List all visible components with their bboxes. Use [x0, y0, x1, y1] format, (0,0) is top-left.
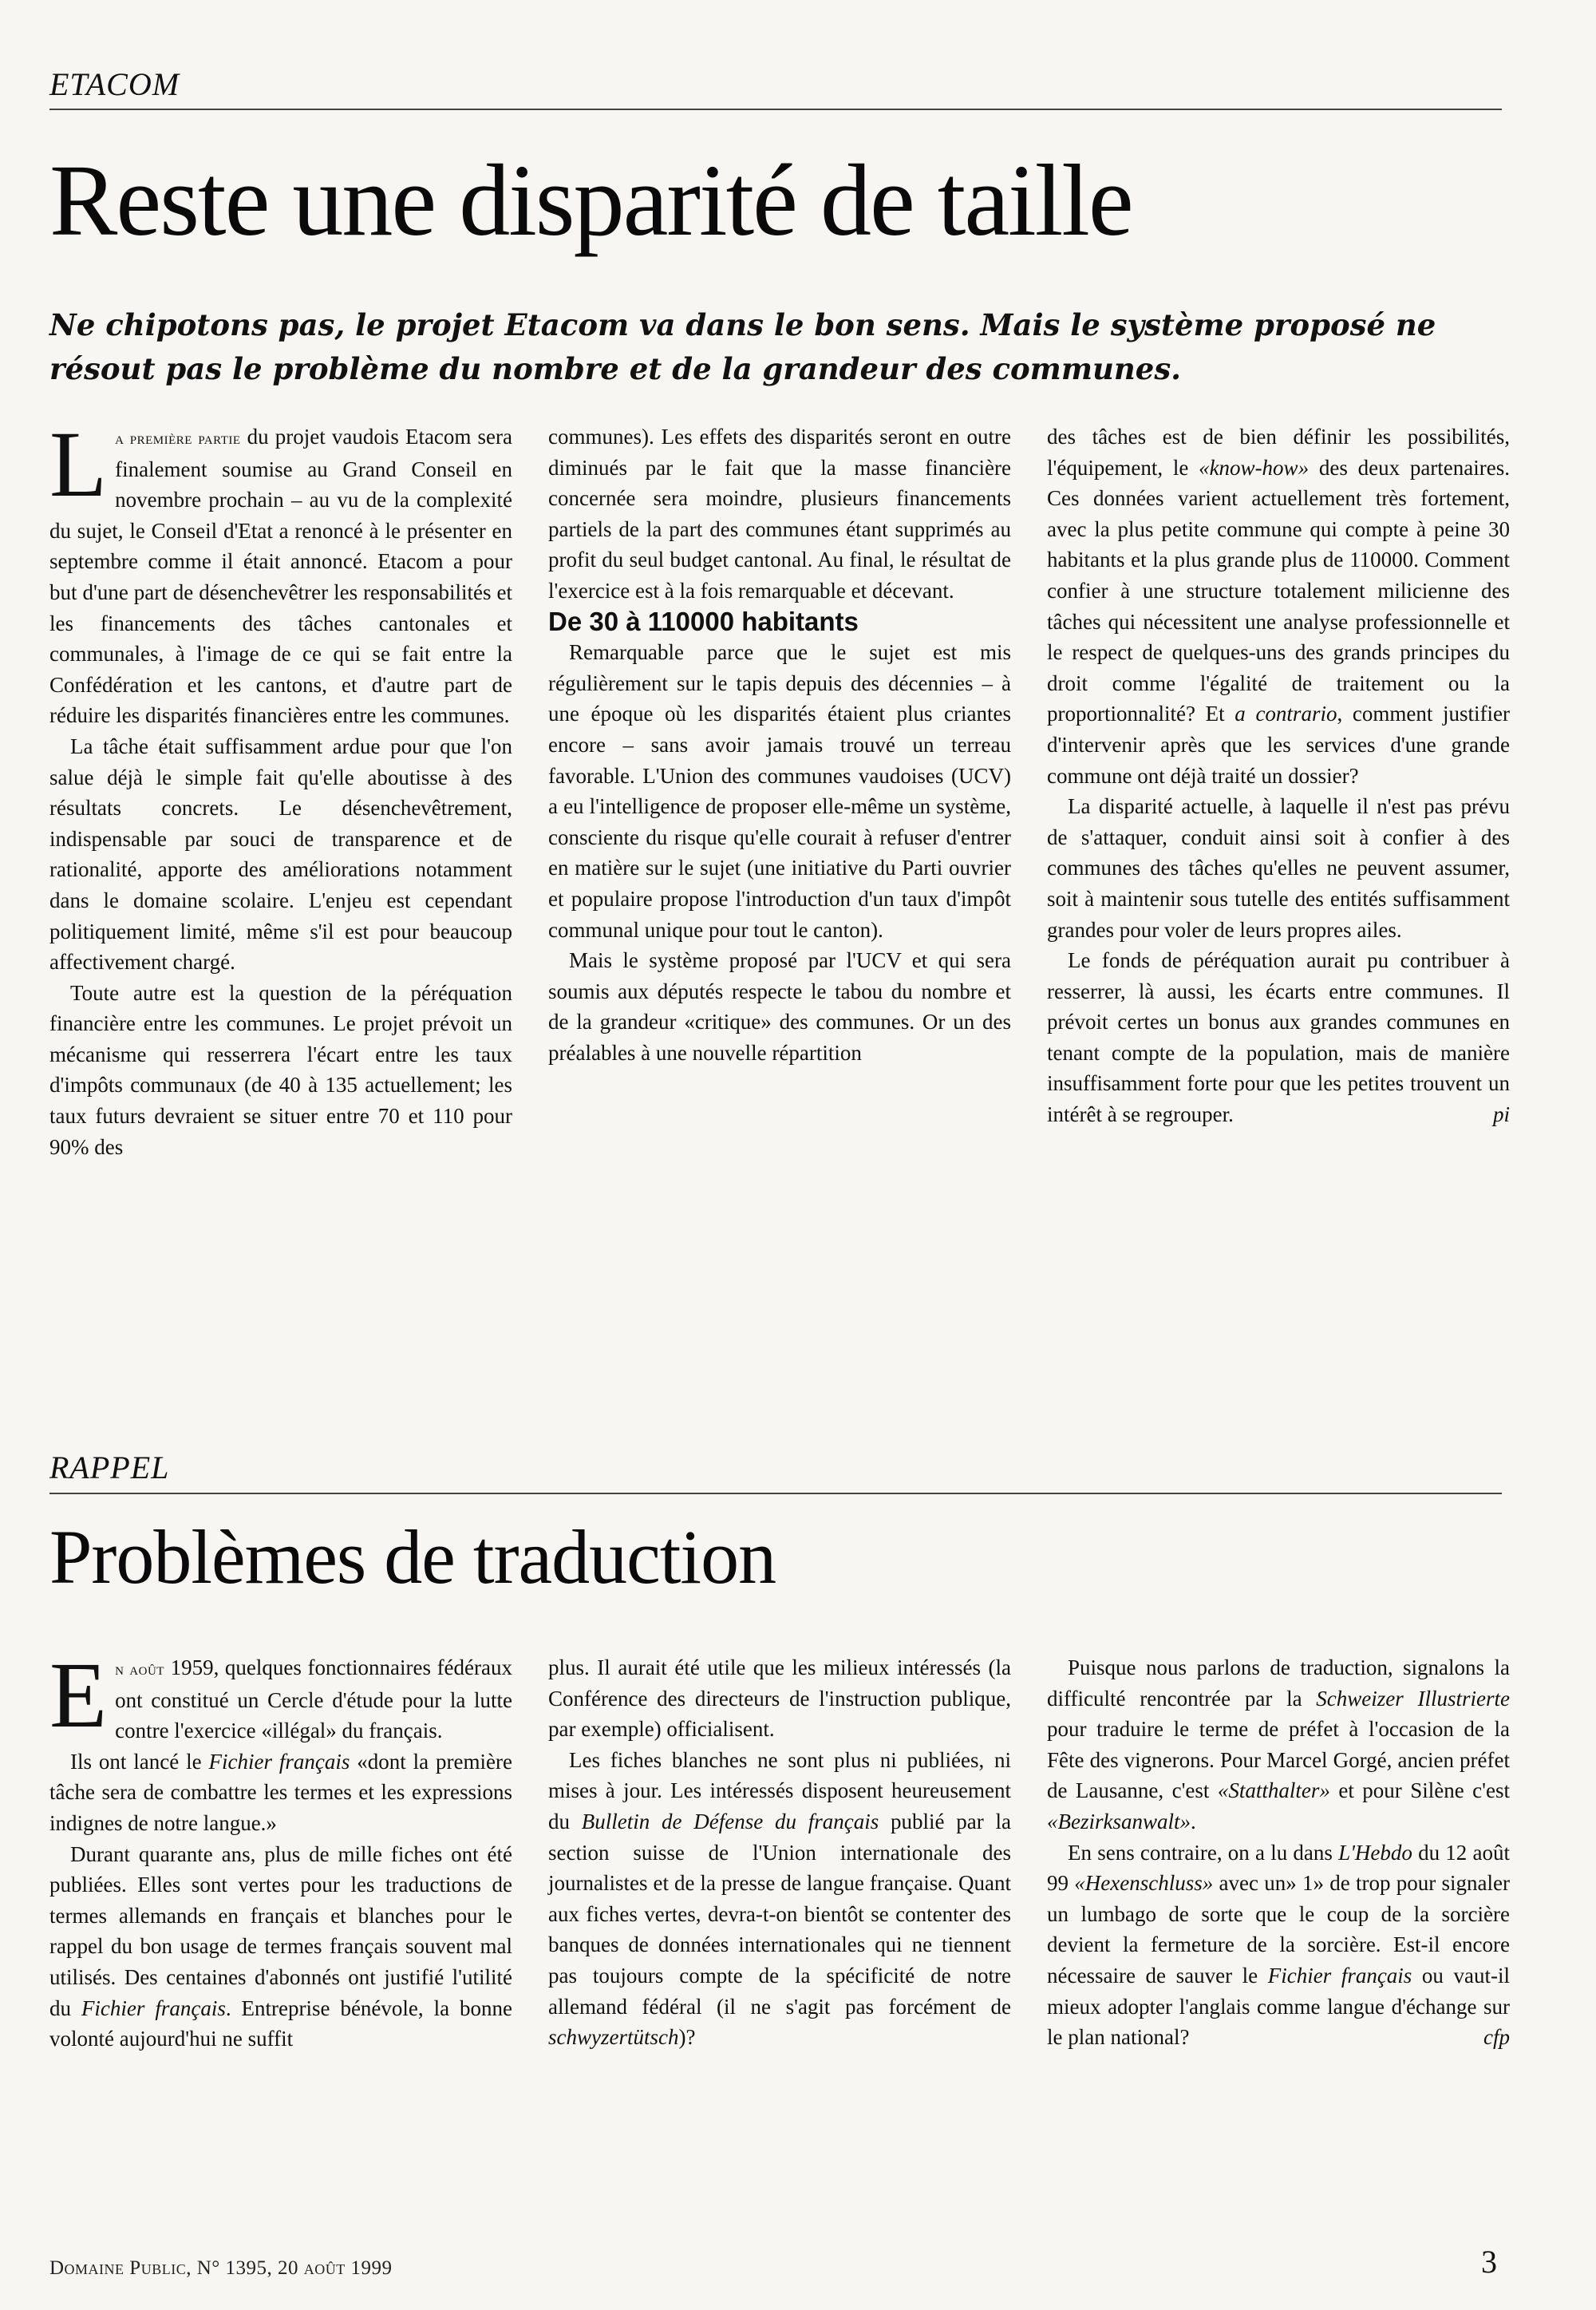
- text: des tâches est de bien définir les possibilités, l'équipement, le: [1047, 425, 1510, 480]
- italic-text: Fichier français: [81, 1996, 226, 2020]
- text: «dont la première tâche sera de combattre les termes et les expressions indignes de notre langue.»: [49, 1749, 512, 1835]
- author-signature: pi: [1492, 1102, 1510, 1127]
- small-caps-lead: a première partie: [115, 428, 241, 448]
- text: Durant quarante ans, plus de mille fiches ont été publiées. Elles sont vertes pour les traductions de termes allemands en français et blanches pour le rappel du bon usage de termes français souvent mal utilisés. Des centaines d'abonnés ont justifié l'utilité du: [49, 1841, 512, 2020]
- paragraph: La tâche était suffisamment ardue pour que l'on salue déjà le simple fait qu'elle aboutisse à des résultats concrets. Le désenchevêtrement, indispensable par souci de transparence et de rationalité, apporte des améliorations notamment dans le domaine scolaire. L'enjeu est cependant politiquement limité, même s'il est pour beaucoup affectivement chargé.: [49, 734, 512, 975]
- publication-footer: Domaine Public, N° 1395, 20 août 1999: [49, 2257, 393, 2279]
- page-number: 3: [1481, 2244, 1497, 2280]
- italic-text: schwyzertütsch: [548, 2025, 679, 2050]
- text: du 12 août 99: [1047, 1840, 1510, 1896]
- text: Les fiches blanches ne sont plus ni publiées, ni mises à jour. Les intéressés disposent heureusement du: [548, 1747, 1011, 1833]
- paragraph: [548, 1745, 1011, 2053]
- paragraph: [1047, 421, 1510, 791]
- paragraph: [49, 1746, 512, 1839]
- italic-text: «Hexenschluss»: [1074, 1871, 1214, 1896]
- paragraph: [1047, 1652, 1510, 1837]
- article-title: Reste une disparité de taille: [49, 144, 1132, 257]
- text: )?: [678, 2025, 696, 2050]
- text: publié par la section suisse de l'Union internationale des journalistes et de la presse de langue française. Quant aux fiches vertes, devra-t-on bientôt se contenter des banques de données internationales qui ne tiennent pas toujours compte de la spécificité de notre allemand fédéral (il ne s'agit pas forcément de: [548, 1809, 1011, 2019]
- italic-text: Schweizer Illustrierte: [1316, 1686, 1510, 1711]
- paragraph: Remarquable parce que le sujet est mis régulièrement sur le tapis depuis des décennies – à une époque où les disparités étaient plus criantes encore – sans avoir jamais trouvé un terreau favorable. L'Union des communes vaudoises (UCV) a eu l'intelligence de proposer elle-même un système, consciente du risque qu'elle courait à refuser d'entrer en matière sur le sujet (une initiative du Parti ouvrier et populaire propose l'introduction d'un taux d'impôt communal unique pour tout le canton).: [548, 640, 1011, 942]
- paragraph-text: du projet vaudois Etacom sera finalement soumise au Grand Conseil en novembre prochain – au vu de la complexité du sujet, le Conseil d'Etat a renoncé à le présenter en septembre comme il était annoncé. Etacom a pour but d'une part de désenchevêtrer les responsabilités et les financements des tâches cantonales et communales, à l'image de ce qui se fait entre la Confédération et les cantons, et d'autre part de réduire les disparités financières entre les communes.: [49, 425, 512, 728]
- text: Puisque nous parlons de traduction, signalons la difficulté rencontrée par la: [1047, 1655, 1510, 1711]
- text: En sens contraire, on a lu dans: [1068, 1840, 1339, 1865]
- article2-columns: [49, 1643, 1511, 2055]
- italic-text: Fichier français: [208, 1749, 350, 1774]
- italic-text: «Bezirksanwalt»: [1047, 1809, 1191, 1833]
- article2-column-3: [1047, 1652, 1510, 2055]
- paragraph-text: 1959, quelques fonctionnaires fédéraux ont constitué un Cercle d'étude pour la lutte contre l'exercice «illégal» du français.: [115, 1655, 512, 1743]
- paragraph: Mais le système proposé par l'UCV et qui sera soumis aux députés respecte le tabou du nombre et de la grandeur «critique» des communes. Or un des préalables à une nouvelle répartition: [548, 948, 1011, 1065]
- article1-columns: [49, 412, 1511, 1162]
- paragraph: La disparité actuelle, à laquelle il n'est pas prévu de s'attaquer, conduit ainsi soit à confier à des communes des tâches qu'elles ne peuvent assumer, soit à maintenir sous tutelle des entités suffisamment grandes pour voler de leurs propres ailes.: [1047, 794, 1510, 942]
- text: des deux partenaires. Ces données varient actuellement très fortement, avec la plus petite commune qui compte à peine 30 habitants et la plus grande plus de 110000. Comment confier à une structure totalement milicienne des tâches qui nécessitent une analyse professionnelle et le respect de quelques-uns des grands principes du droit comme l'égalité de traitement ou la proportionnalité? Et: [1047, 455, 1511, 726]
- italic-text: a contrario: [1235, 702, 1337, 726]
- italic-text: «know-how»: [1199, 455, 1310, 480]
- text: avec un» 1» de trop pour signaler un lumbago de sorte que le coup de la sorcière devient la fermeture de la sorcière. Est-il encore nécessaire de sauver le: [1047, 1871, 1511, 1988]
- paragraph: [49, 1643, 512, 1747]
- text: , comment justifier d'intervenir après que les services d'une grande commune ont déjà traité un dossier?: [1047, 702, 1510, 788]
- italic-text: Bulletin de Défense du français: [581, 1809, 879, 1833]
- section-rule: [49, 109, 1502, 110]
- article-title: Problèmes de traduction: [49, 1514, 776, 1600]
- paragraph: plus. Il aurait été utile que les milieux intéressés (la Conférence des directeurs de l'instruction publique, par exemple) officialisent.: [548, 1655, 1011, 1742]
- section-rule: [49, 1493, 1502, 1494]
- section-label-rappel: RAPPEL: [49, 1450, 170, 1485]
- text: . Entreprise bénévole, la bonne volonté aujourd'hui ne suffit: [49, 1996, 512, 2051]
- small-caps-lead: n août: [115, 1659, 164, 1679]
- article2-column-2: [548, 1652, 1011, 2055]
- drop-cap: L: [49, 412, 108, 516]
- text: Le fonds de péréquation aurait pu contribuer à resserrer, là aussi, les écarts entre communes. Il prévoit certes un bonus aux grandes communes en tenant compte de la population, mais de manière insuffisamment forte pour que les petites trouvent un intérêt à se regrouper.: [1047, 948, 1510, 1127]
- italic-text: «Statthalter»: [1217, 1778, 1330, 1803]
- text: ou vaut-il mieux adopter l'anglais comme langue d'échange sur le plan national?: [1047, 1963, 1510, 2050]
- italic-text: L'Hebdo: [1338, 1840, 1412, 1865]
- author-signature: cfp: [1483, 2025, 1510, 2050]
- article1-column-1: [49, 412, 512, 1162]
- paragraph: [49, 412, 512, 731]
- subheading: De 30 à 110000 habitants: [548, 606, 859, 636]
- drop-cap: E: [49, 1643, 108, 1747]
- article1-column-3: [1047, 421, 1510, 1162]
- section-label-etacom: ETACOM: [49, 66, 180, 102]
- text: pour traduire le terme de préfet à l'occasion de la Fête des vignerons. Pour Marcel Gorgé, ancien préfet de Lausanne, c'est: [1047, 1717, 1510, 1803]
- paragraph: communes). Les effets des disparités seront en outre diminués par le fait que la masse financière concernée sera moindre, plusieurs financements partiels de la part des communes étant supprimés au profit du seul budget cantonal. Au final, le résultat de l'exercice est à la fois remarquable et décevant.: [548, 425, 1011, 603]
- italic-text: Fichier français: [1267, 1963, 1412, 1988]
- article2-column-1: [49, 1643, 512, 2055]
- article1-column-2: [548, 421, 1011, 1162]
- paragraph: [1047, 1837, 1510, 2053]
- text: Ils ont lancé le: [70, 1749, 209, 1774]
- text: .: [1191, 1809, 1196, 1833]
- paragraph: [49, 1839, 512, 2055]
- paragraph: Toute autre est la question de la péréquation financière entre les communes. Le projet prévoit un mécanisme qui resserrera l'écart entre les taux d'impôts communaux (de 40 à 135 actuellement; les taux futurs devraient se situer entre 70 et 110 pour 90% des: [49, 980, 512, 1159]
- text: et pour Silène c'est: [1329, 1778, 1510, 1803]
- paragraph: [1047, 945, 1510, 1130]
- article-lead: Ne chipotons pas, le projet Etacom va dans le bon sens. Mais le système proposé ne résout pas le problème du nombre et de la grandeur des communes.: [49, 307, 1436, 386]
